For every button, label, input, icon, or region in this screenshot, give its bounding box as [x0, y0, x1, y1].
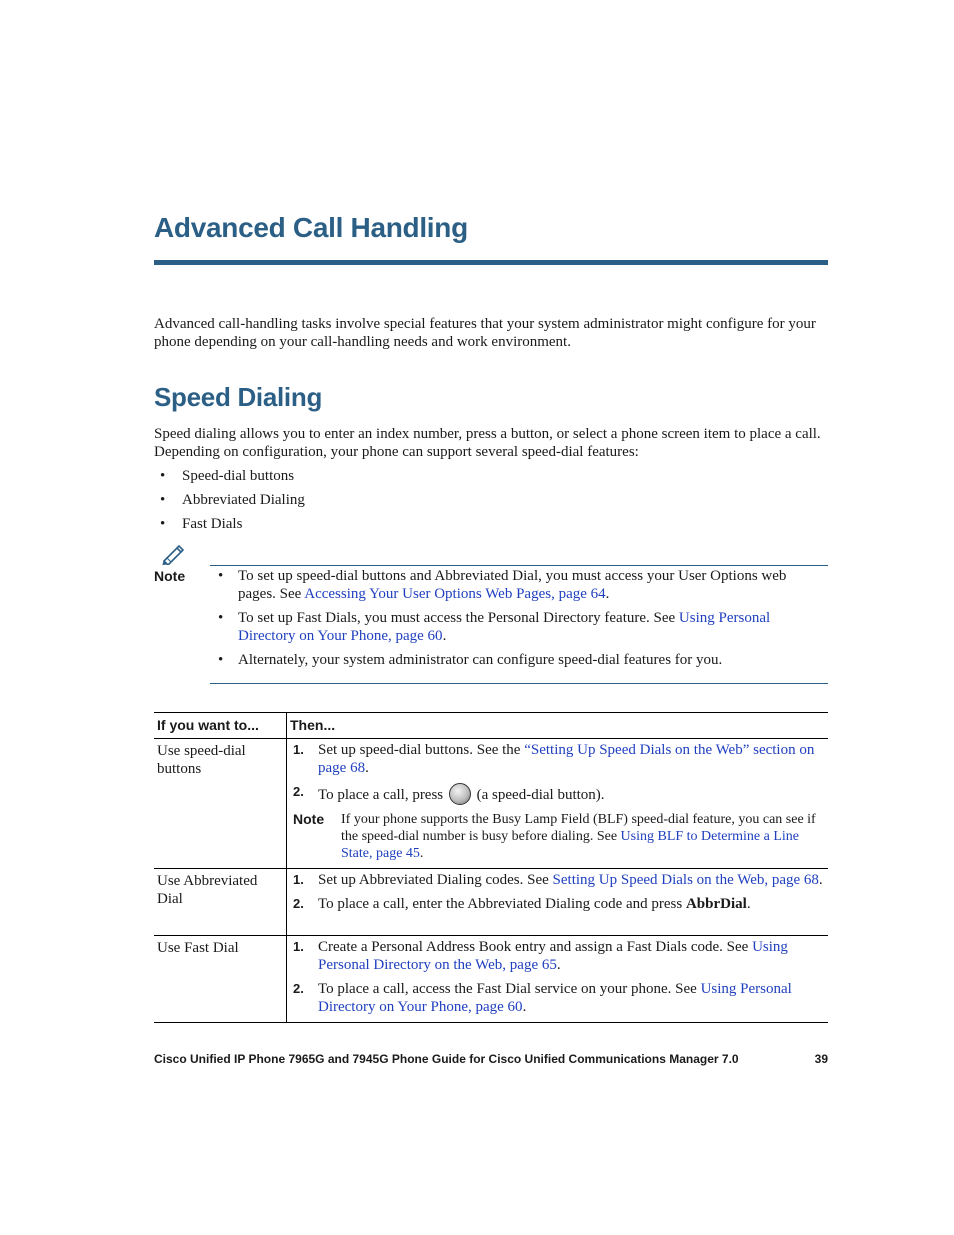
table-row [154, 936, 828, 1023]
note-item: • To set up speed-dial buttons and Abbreviated Dial, you must access your User Options web pages. See Accessing Your User Options Web Pages, page 64. [218, 568, 787, 602]
step: 1. Create a Personal Address Book entry and assign a Fast Dials code. See Using Personal Directory on the Web, page 65. [293, 939, 788, 973]
note-list [210, 566, 828, 675]
pencil-icon [161, 543, 185, 565]
list-item-text: Abbreviated Dialing [182, 492, 305, 508]
note-label: Note [154, 568, 186, 584]
link-personal-directory-phone[interactable]: Using Personal Directory on Your Phone, page 60 [318, 981, 792, 1015]
footer-title: Cisco Unified IP Phone 7965G and 7945G Phone Guide for Cisco Unified Communications Manager 7.0 [154, 1052, 739, 1066]
table-cell-steps [287, 936, 829, 1023]
step: 1. Set up Abbreviated Dialing codes. See Setting Up Speed Dials on the Web, page 68. [293, 872, 823, 888]
softkey-label: AbbrDial [685, 896, 747, 912]
step: 2. To place a call, access the Fast Dial service on your phone. See Using Personal Directory on Your Phone, page 60. [293, 981, 792, 1015]
page-title: Advanced Call Handling [154, 212, 468, 243]
intro-paragraph: Advanced call-handling tasks involve special features that your system administrator might configure for your phone depending on your call-handling needs and work environment. [154, 316, 816, 350]
page-footer [154, 1052, 828, 1066]
note-item: • Alternately, your system administrator can configure speed-dial features for you. [218, 652, 723, 668]
section-paragraph: Speed dialing allows you to enter an index number, press a button, or select a phone screen item to place a call. Depending on configuration, your phone can support several speed-dial features: [154, 426, 821, 460]
link-personal-directory-phone[interactable]: Using Personal Directory on Your Phone, page 60 [238, 610, 771, 644]
table-cell-task: Use speed-dial buttons [154, 739, 287, 869]
page-number: 39 [814, 1052, 828, 1066]
note-punct: . [442, 628, 447, 644]
speed-dial-button-icon [449, 783, 471, 805]
column-header: If you want to... [154, 713, 287, 739]
table-row [154, 739, 828, 869]
column-header: Then... [287, 713, 829, 739]
inline-note: Note If your phone supports the Busy Lamp Field (BLF) speed-dial feature, you can see if the speed-dial number is busy before dialing. See Using BLF to Determine a Line State, page 45. [293, 811, 816, 861]
link-using-blf[interactable]: Using BLF to Determine a Line State, page 45 [341, 829, 800, 861]
list-item: • Fast Dials [160, 516, 243, 532]
note-text: Alternately, your system administrator can configure speed-dial features for you. [238, 652, 723, 668]
task-table [154, 712, 828, 1023]
title-rule [154, 260, 828, 265]
step: 1. Set up speed-dial buttons. See the “Setting Up Speed Dials on the Web” section on page 68. [293, 742, 815, 776]
note-text: To set up speed-dial buttons and Abbreviated Dial, you must access your User Options web pages. See [238, 568, 787, 602]
note-item: • To set up Fast Dials, you must access the Personal Directory feature. See Using Personal Directory on Your Phone, page 60. [218, 610, 771, 644]
table-cell-steps [287, 869, 829, 936]
note-text: To set up Fast Dials, you must access the Personal Directory feature. See [238, 610, 679, 626]
table-row [154, 869, 828, 936]
table-header-row [154, 713, 828, 739]
list-item: • Abbreviated Dialing [160, 492, 305, 508]
list-item-text: Fast Dials [182, 516, 243, 532]
link-user-options[interactable]: Accessing Your User Options Web Pages, page 64 [304, 586, 606, 602]
list-item-text: Speed-dial buttons [182, 468, 295, 484]
table-cell-task: Use Fast Dial [154, 936, 287, 1023]
step: 2. To place a call, press (a speed-dial button). [293, 784, 605, 803]
table-cell-steps [287, 739, 829, 869]
feature-list [154, 466, 305, 538]
link-personal-directory-web[interactable]: Using Personal Directory on the Web, page 65 [318, 939, 788, 973]
table-cell-task: Use Abbreviated Dial [154, 869, 287, 936]
link-setting-up-speed-dials[interactable]: “Setting Up Speed Dials on the Web” section on page 68 [318, 742, 815, 776]
note-punct: . [605, 586, 610, 602]
step: 2. To place a call, enter the Abbreviated Dialing code and press AbbrDial. [293, 896, 751, 912]
link-setting-up-speed-dials-web[interactable]: Setting Up Speed Dials on the Web, page 68 [552, 872, 819, 888]
note-label: Note [293, 811, 325, 827]
section-heading: Speed Dialing [154, 382, 323, 412]
list-item: • Speed-dial buttons [160, 468, 295, 484]
note-divider [210, 683, 828, 684]
